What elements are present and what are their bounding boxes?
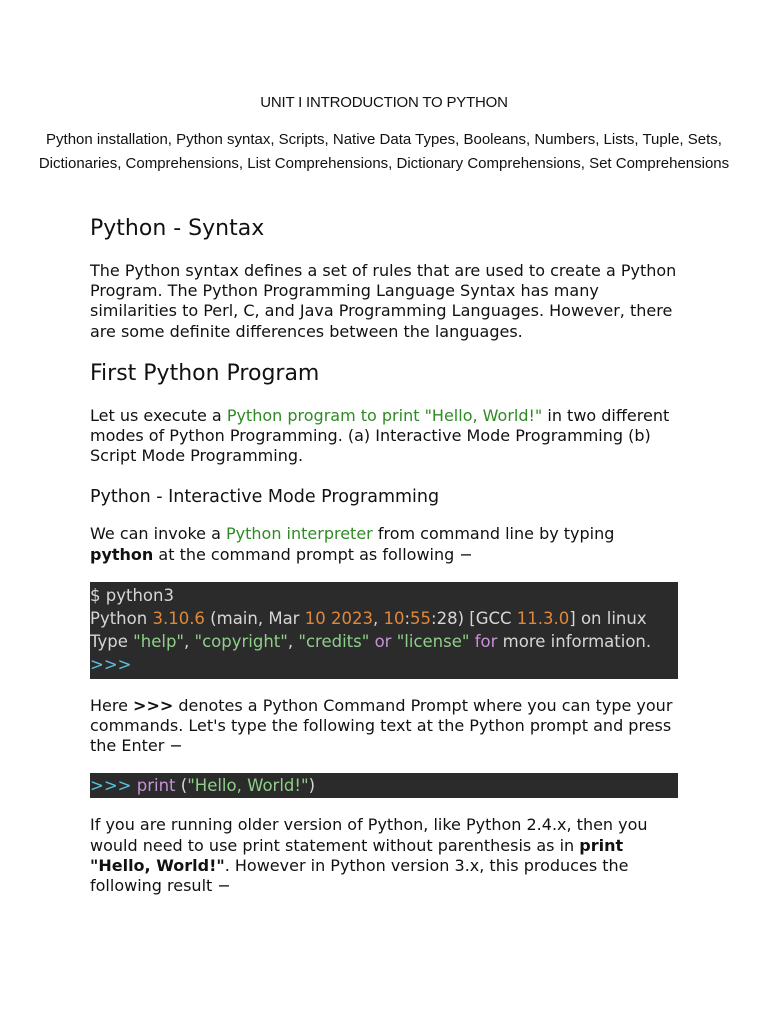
interactive-text-a: We can invoke a <box>90 524 226 544</box>
code-line-1: $ python3 <box>90 585 174 605</box>
code-block-interpreter <box>90 582 678 679</box>
code-text: ) [GCC <box>457 609 517 629</box>
code-block-print <box>90 773 678 798</box>
older-text-b: . However in Python version 3.x, this produces the following result − <box>90 855 629 896</box>
code-string: "Hello, World!" <box>187 776 309 796</box>
prompt-bold: >>> <box>133 695 174 715</box>
syntax-paragraph: The Python syntax defines a set of rules that are used to create a Python Program. The Python Programming Language Syntax has many similarities to Perl, C, and Java Programming Languages. However, there are some definite differences between the languages. <box>90 261 677 341</box>
hello-world-program-link[interactable]: Python program to print "Hello, World!" <box>226 405 543 425</box>
code-text: (main, Mar <box>204 609 305 629</box>
code-text: , <box>372 609 384 629</box>
python-interpreter-link[interactable]: Python interpreter <box>226 524 373 544</box>
syntax-heading: Python - Syntax <box>90 216 265 241</box>
first-program-paragraph <box>90 406 680 467</box>
first-program-text-b: in two different modes of Python Programming. (a) Interactive Mode Programming (b) Script Mode Programming. <box>90 405 670 466</box>
code-text: more information. <box>497 632 652 652</box>
code-text: , <box>184 632 195 652</box>
code-line-3 <box>90 630 678 653</box>
code-number: 10 <box>304 609 326 629</box>
code-prompt: >>> <box>90 776 137 796</box>
code-text: : <box>431 609 437 629</box>
code-keyword: print <box>136 776 176 796</box>
code-string: "help" <box>133 632 185 652</box>
code-number: 3.10.6 <box>152 609 205 629</box>
code-number: 11.3.0 <box>516 609 570 629</box>
code-number: 10 <box>383 609 405 629</box>
code-keyword: for <box>469 632 498 652</box>
code-prompt: >>> <box>90 655 132 675</box>
code-keyword: or <box>369 632 397 652</box>
article-content <box>90 214 680 896</box>
code-number: 55 <box>410 609 432 629</box>
prompt-paragraph <box>90 696 680 757</box>
unit-title: UNIT I INTRODUCTION TO PYTHON <box>260 94 508 111</box>
interactive-bold-python: python <box>90 544 154 564</box>
code-text: , <box>287 632 299 652</box>
code-text: Python <box>90 609 153 629</box>
code-text: ) <box>308 776 316 796</box>
code-text: Type <box>90 632 134 652</box>
older-text-a: If you are running older version of Python, like Python 2.4.x, then you would need to use print statement without parenthesis as in <box>90 815 648 855</box>
older-bold-print: print "Hello, World!" <box>90 835 624 875</box>
first-program-heading: First Python Program <box>90 360 320 386</box>
first-program-text-a: Let us execute a <box>90 405 227 425</box>
interactive-text-c: at the command prompt as following − <box>153 544 473 564</box>
interactive-paragraph <box>90 524 680 564</box>
code-number: 2023 <box>330 609 373 629</box>
interactive-text-b: from command line by typing <box>372 524 615 544</box>
code-string: "license" <box>396 632 470 652</box>
unit-topics: Python installation, Python syntax, Scripts, Native Data Types, Booleans, Numbers, Lists, Tuple, Sets, Dictionaries, Comprehensions, List Comprehensions, Dictionary Comprehensions, Set Comprehensions <box>38 131 730 172</box>
older-version-paragraph <box>90 815 680 896</box>
interactive-mode-heading: Python - Interactive Mode Programming <box>90 487 440 508</box>
code-text: : <box>404 609 411 629</box>
prompt-text-b: denotes a Python Command Prompt where you can type your commands. Let's type the following text at the Python prompt and press the Enter − <box>90 695 673 756</box>
code-string: "copyright" <box>194 632 288 652</box>
code-line-2 <box>90 607 678 630</box>
prompt-text-a: Here <box>90 695 134 715</box>
code-string: "credits" <box>298 632 370 652</box>
code-text: 28 <box>436 609 458 629</box>
code-text: ( <box>175 776 188 796</box>
code-text: ] on linux <box>569 609 647 629</box>
